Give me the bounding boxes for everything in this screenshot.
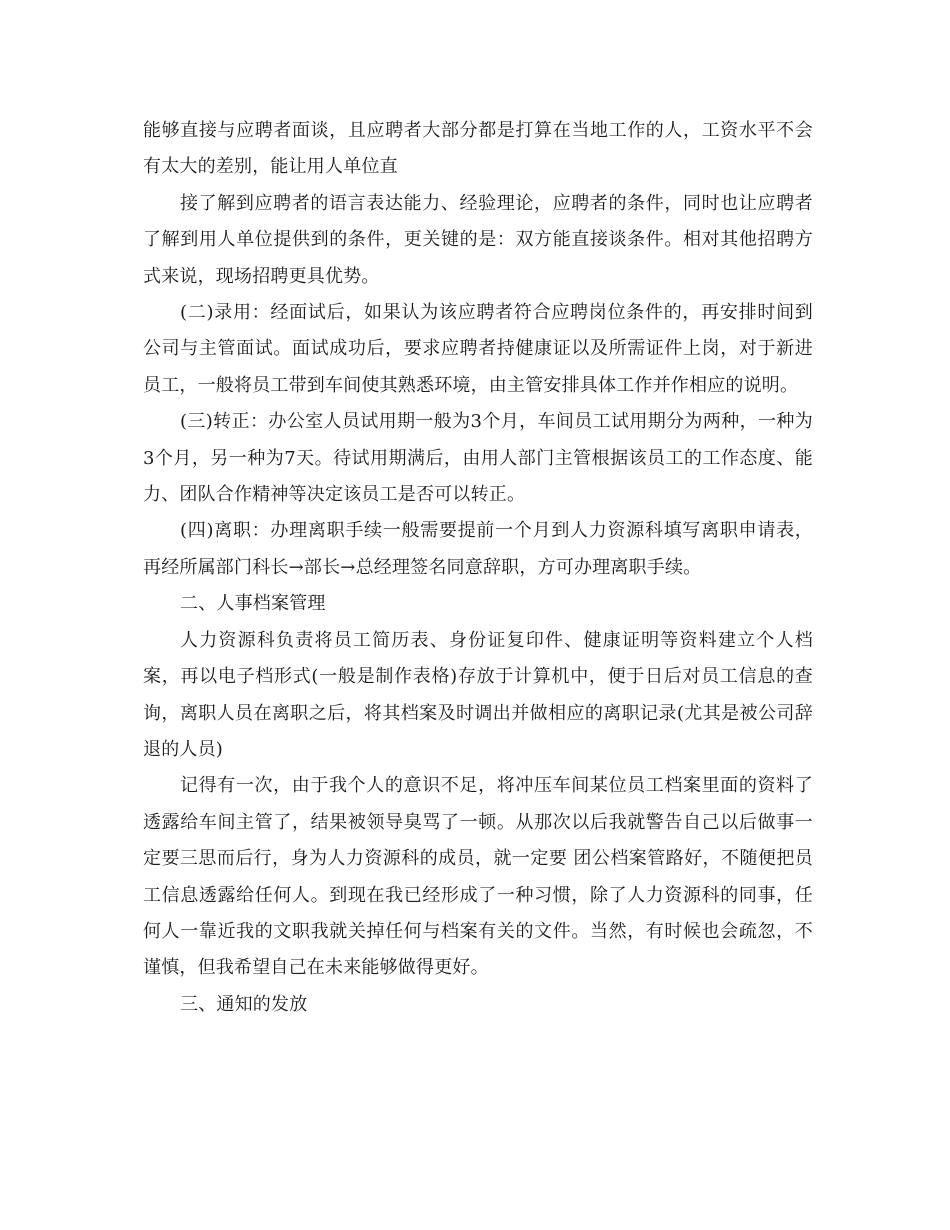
paragraph-resignation: (四)离职：办理离职手续一般需要提前一个月到人力资源科填写离职申请表，再经所属部门科长→部长→总经理签名同意辞职，方可办理离职手续。 <box>143 520 813 578</box>
paragraph-probation: (三)转正：办公室人员试用期一般为3个月，车间员工试用期分为两种，一种为3个月，另一种为7天。待试用期满后，由用人部门主管根据该员工的工作态度、能力、团队合作精神等决定该员工是否可以转正。 <box>143 411 813 506</box>
document-body <box>143 113 813 1023</box>
paragraph-recruitment-advantage: 接了解到应聘者的语言表达能力、经验理论，应聘者的条件，同时也让应聘者了解到用人单位提供到的条件，更关键的是：双方能直接谈条件。相对其他招聘方式来说，现场招聘更具优势。 <box>143 192 813 287</box>
section-heading-notice-distribution: 三、通知的发放 <box>180 993 308 1015</box>
paragraph-personnel-files: 人力资源科负责将员工简历表、身份证复印件、健康证明等资料建立个人档案，再以电子档形式(一般是制作表格)存放于计算机中，便于日后对员工信息的查询，离职人员在离职之后，将其档案及时调出并做相应的离职记录(尤其是被公司辞退的人员) <box>143 629 813 760</box>
paragraph-hiring: (二)录用：经面试后，如果认为该应聘者符合应聘岗位条件的，再安排时间到公司与主管面试。面试成功后，要求应聘者持健康证以及所需证件上岗，对于新进员工，一般将员工带到车间使其熟悉环境，由主管安排具体工作并作相应的说明。 <box>143 302 813 396</box>
paragraph-recruitment-advantage-intro: 能够直接与应聘者面谈，且应聘者大部分都是打算在当地工作的人，工资水平不会有太大的差别，能让用人单位直 <box>143 120 813 178</box>
section-heading-personnel-files: 二、人事档案管理 <box>180 593 326 615</box>
paragraph-personal-experience: 记得有一次，由于我个人的意识不足，将冲压车间某位员工档案里面的资料了透露给车间主管了，结果被领导臭骂了一顿。从那次以后我就警告自己以后做事一定要三思而后行，身为人力资源科的成员，就一定要 团公档案管路好，不随便把员工信息透露给任何人。到现在我已经形成了一种习惯，除了人力资源科的同事，任何人一靠近我的文职我就关掉任何与档案有关的文件。当然，有时候也会疏忽，不谨慎，但我希望自己在未来能够做得更好。 <box>143 775 813 979</box>
